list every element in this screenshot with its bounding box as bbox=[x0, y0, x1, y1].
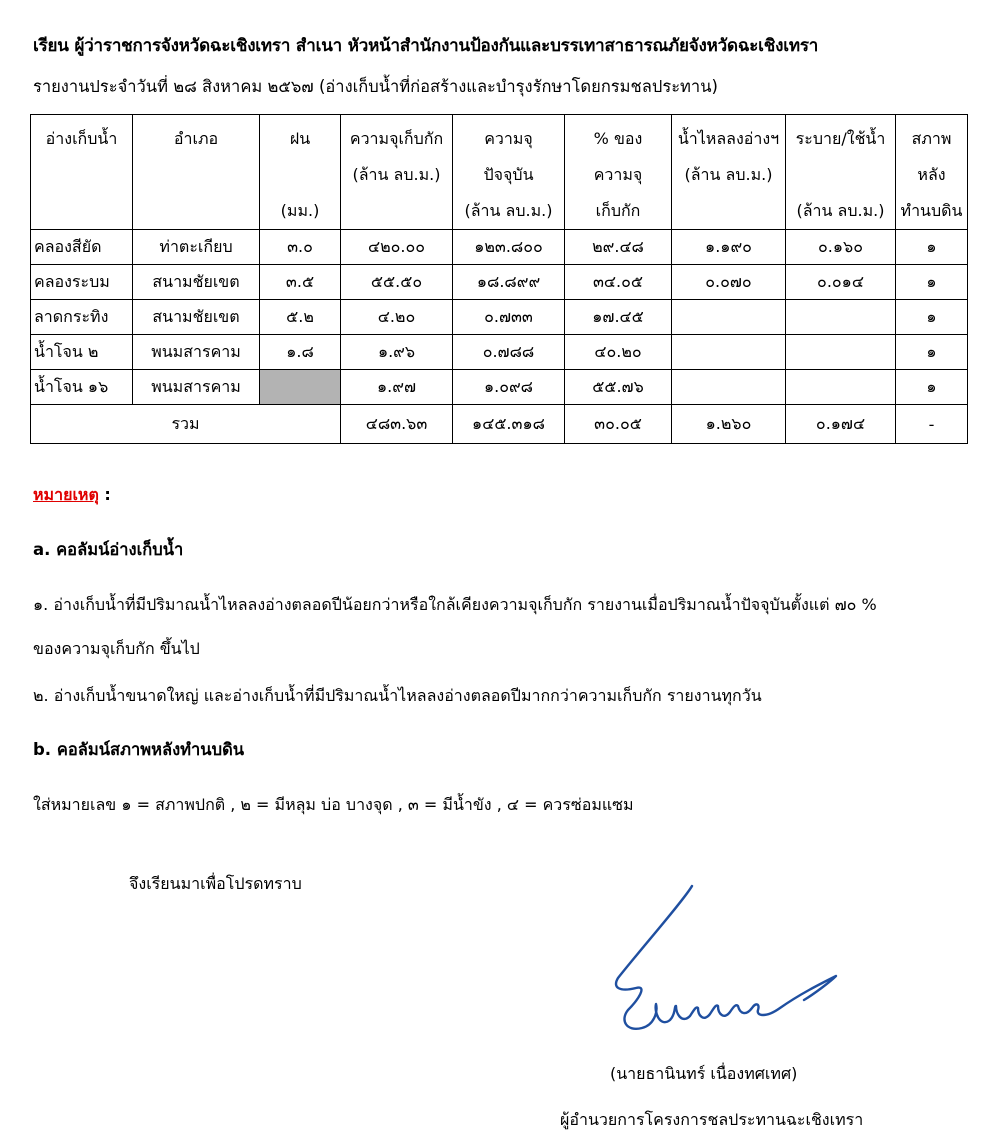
table-cell: สนามชัยเขต bbox=[133, 265, 260, 300]
table-cell: น้ำโจน ๑๖ bbox=[31, 370, 133, 405]
table-cell: ๑.๙๗ bbox=[341, 370, 453, 405]
report-title: เรียน ผู้ว่าราชการจังหวัดฉะเชิงเทรา สำเนา หัวหน้าสำนักงานป้องกันและบรรเทาสาธารณภัยจังหวัดฉะเชิงเทรา bbox=[33, 36, 819, 56]
table-cell: ๑.๑๙๐ bbox=[672, 230, 786, 265]
table-cell: พนมสารคาม bbox=[133, 335, 260, 370]
closing-text: จึงเรียนมาเพื่อโปรดทราบ bbox=[129, 874, 302, 893]
column-header bbox=[133, 115, 260, 230]
table-cell: น้ำโจน ๒ bbox=[31, 335, 133, 370]
total-cell: ๓๐.๐๕ bbox=[565, 405, 672, 444]
table-cell: ๔.๒๐ bbox=[341, 300, 453, 335]
column-header bbox=[786, 115, 896, 230]
column-header-line: ฝน bbox=[289, 129, 311, 148]
notes-heading-suffix: : bbox=[98, 485, 111, 504]
signature-image bbox=[600, 880, 860, 1040]
section-a-item-1-cont: ของความจุเก็บกัก ขึ้นไป bbox=[33, 639, 200, 658]
table-cell: ๕๕.๕๐ bbox=[341, 265, 453, 300]
column-header-line: สภาพ bbox=[911, 129, 952, 148]
column-header-line: ปัจจุบัน bbox=[483, 165, 534, 184]
table-cell: คลองสียัด bbox=[31, 230, 133, 265]
table-cell bbox=[260, 370, 341, 405]
column-header-line bbox=[33, 193, 130, 229]
section-a-item-1: ๑. อ่างเก็บน้ำที่มีปริมาณน้ำไหลลงอ่างตลอดปีน้อยกว่าหรือใกล้เคียงความจุเก็บกัก รายงานเมื่อปริมาณน้ำปัจจุบันตั้งแต่ ๗๐ % bbox=[33, 595, 877, 614]
column-header-line bbox=[343, 193, 450, 229]
column-header-line: (ล้าน ลบ.ม.) bbox=[352, 165, 441, 184]
column-header-line: ความจุ bbox=[593, 165, 643, 184]
column-header-line bbox=[788, 157, 893, 193]
column-header-line bbox=[33, 157, 130, 193]
table-cell: ๑๘.๘๙๙ bbox=[453, 265, 565, 300]
total-label: รวม bbox=[31, 405, 341, 444]
column-header-line bbox=[135, 193, 257, 229]
reservoir-table bbox=[30, 114, 968, 444]
column-header bbox=[453, 115, 565, 230]
column-header bbox=[896, 115, 968, 230]
table-cell bbox=[672, 370, 786, 405]
table-cell: ๐.๐๑๔ bbox=[786, 265, 896, 300]
notes-heading bbox=[33, 483, 111, 508]
total-cell: - bbox=[896, 405, 968, 444]
table-row bbox=[31, 335, 968, 370]
column-header-line: อ่างเก็บน้ำ bbox=[45, 129, 118, 148]
table-cell: ๐.๗๘๘ bbox=[453, 335, 565, 370]
table-cell: ๕๕.๗๖ bbox=[565, 370, 672, 405]
column-header-line: (ล้าน ลบ.ม.) bbox=[464, 201, 553, 220]
table-row bbox=[31, 370, 968, 405]
column-header bbox=[260, 115, 341, 230]
table-cell: ๔๒๐.๐๐ bbox=[341, 230, 453, 265]
table-cell: ๕.๒ bbox=[260, 300, 341, 335]
column-header-line: เก็บกัก bbox=[595, 201, 641, 220]
table-cell: ๓.๐ bbox=[260, 230, 341, 265]
total-cell: ๐.๑๗๔ bbox=[786, 405, 896, 444]
table-cell: ๑ bbox=[896, 265, 968, 300]
column-header-line: (ล้าน ลบ.ม.) bbox=[796, 201, 885, 220]
section-b-title: b. คอลัมน์สภาพหลังทำนบดิน bbox=[33, 740, 245, 759]
column-header-line: ความจุ bbox=[484, 129, 533, 148]
table-cell: ท่าตะเกียบ bbox=[133, 230, 260, 265]
column-header-line: ทำนบดิน bbox=[900, 201, 963, 220]
table-cell: ๑ bbox=[896, 300, 968, 335]
table-cell: ๑.๐๙๘ bbox=[453, 370, 565, 405]
table-cell: ๑.๘ bbox=[260, 335, 341, 370]
signer-position: ผู้อำนวยการโครงการชลประทานฉะเชิงเทรา bbox=[560, 1110, 864, 1129]
table-cell: พนมสารคาม bbox=[133, 370, 260, 405]
column-header-line: (มม.) bbox=[280, 201, 320, 220]
notes-heading-label: หมายเหตุ bbox=[33, 485, 99, 504]
table-cell: ๓.๕ bbox=[260, 265, 341, 300]
table-body bbox=[31, 230, 968, 444]
signer-name: (นายธานินทร์ เนื่องทศเทศ) bbox=[610, 1064, 798, 1083]
table-cell: ๑ bbox=[896, 370, 968, 405]
column-header bbox=[672, 115, 786, 230]
total-cell: ๑๔๕.๓๑๘ bbox=[453, 405, 565, 444]
table-cell: คลองระบม bbox=[31, 265, 133, 300]
table-cell: ลาดกระทิง bbox=[31, 300, 133, 335]
table-cell: ๑.๙๖ bbox=[341, 335, 453, 370]
table-cell: ๑ bbox=[896, 230, 968, 265]
section-a-title: a. คอลัมน์อ่างเก็บน้ำ bbox=[33, 540, 184, 559]
column-header-line bbox=[135, 157, 257, 193]
table-cell: สนามชัยเขต bbox=[133, 300, 260, 335]
column-header bbox=[31, 115, 133, 230]
table-cell: ๑๗.๔๕ bbox=[565, 300, 672, 335]
table-cell: ๐.๑๖๐ bbox=[786, 230, 896, 265]
table-row bbox=[31, 230, 968, 265]
table-header-row bbox=[31, 115, 968, 230]
column-header-line: % ของ bbox=[593, 129, 643, 148]
table-row bbox=[31, 265, 968, 300]
column-header-line: (ล้าน ลบ.ม.) bbox=[684, 165, 773, 184]
report-subtitle: รายงานประจำวันที่ ๒๘ สิงหาคม ๒๕๖๗ (อ่างเก็บน้ำที่ก่อสร้างและบำรุงรักษาโดยกรมชลประทาน) bbox=[33, 77, 718, 96]
table-cell: ๑ bbox=[896, 335, 968, 370]
table-cell: ๓๔.๐๕ bbox=[565, 265, 672, 300]
table-row bbox=[31, 300, 968, 335]
table-cell: ๔๐.๒๐ bbox=[565, 335, 672, 370]
section-a-item-2: ๒. อ่างเก็บน้ำขนาดใหญ่ และอ่างเก็บน้ำที่มีปริมาณน้ำไหลลงอ่างตลอดปีมากกว่าความเก็บกัก รายงานทุกวัน bbox=[33, 686, 762, 705]
column-header-line: ความจุเก็บกัก bbox=[349, 129, 444, 148]
column-header bbox=[565, 115, 672, 230]
total-row bbox=[31, 405, 968, 444]
table-cell bbox=[786, 300, 896, 335]
column-header bbox=[341, 115, 453, 230]
column-header-line bbox=[674, 193, 783, 229]
total-cell: ๔๘๓.๖๓ bbox=[341, 405, 453, 444]
table-cell bbox=[786, 335, 896, 370]
column-header-line: น้ำไหลลงอ่างฯ bbox=[677, 129, 780, 148]
table-cell: ๑๒๓.๘๐๐ bbox=[453, 230, 565, 265]
table-cell bbox=[786, 370, 896, 405]
table-cell bbox=[672, 300, 786, 335]
column-header-line: อำเภอ bbox=[173, 129, 219, 148]
column-header-line bbox=[262, 157, 338, 193]
column-header-line: หลัง bbox=[917, 165, 946, 184]
section-b-legend: ใส่หมายเลข ๑ = สภาพปกติ , ๒ = มีหลุม บ่อ บางจุด , ๓ = มีน้ำขัง , ๔ = ควรซ่อมแซม bbox=[33, 795, 634, 814]
table-cell bbox=[672, 335, 786, 370]
table-cell: ๐.๗๓๓ bbox=[453, 300, 565, 335]
table-cell: ๒๙.๔๘ bbox=[565, 230, 672, 265]
total-cell: ๑.๒๖๐ bbox=[672, 405, 786, 444]
table-cell: ๐.๐๗๐ bbox=[672, 265, 786, 300]
column-header-line: ระบาย/ใช้น้ำ bbox=[795, 129, 886, 148]
